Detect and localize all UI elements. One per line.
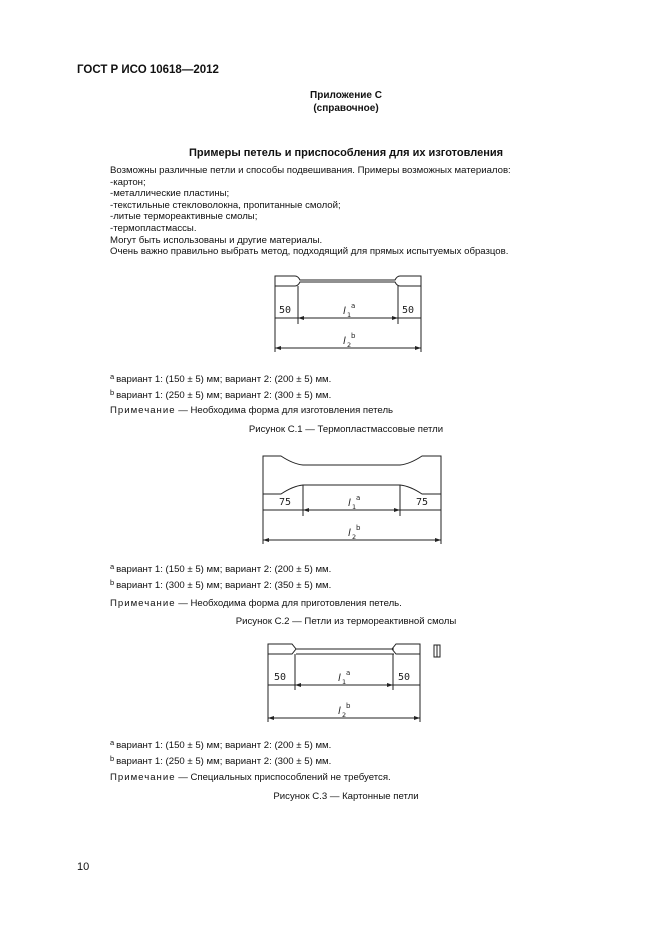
document-header: ГОСТ Р ИСО 10618—2012 bbox=[77, 64, 219, 76]
dim-l2-sub: 2 bbox=[352, 533, 357, 541]
note: Примечание — Специальных приспособлений не требуется. bbox=[110, 772, 391, 783]
dim-l1: l bbox=[348, 498, 351, 509]
dim-l2: l bbox=[343, 336, 346, 347]
footnote-b: $^b$ вариант 1: (250 ± 5) мм; вариант 2: (300 ± 5) мм. bbox=[110, 754, 332, 767]
dim-l1-sup: a bbox=[351, 302, 356, 310]
dim-l2-sub: 2 bbox=[347, 341, 352, 349]
dim-l2: l bbox=[338, 706, 341, 717]
footnote-b: $^b$ вариант 1: (300 ± 5) мм; вариант 2: (350 ± 5) мм. bbox=[110, 578, 332, 591]
intro-line: Могут быть использованы и другие материалы. bbox=[110, 234, 323, 246]
dim-left: 50 bbox=[274, 672, 287, 683]
annex-subtitle: (справочное) bbox=[313, 103, 379, 114]
dim-l1: l bbox=[338, 673, 341, 684]
figure-caption: Рисунок С.3 — Картонные петли bbox=[273, 791, 419, 802]
footnote-a: $^a$ вариант 1: (150 ± 5) мм; вариант 2: (200 ± 5) мм. bbox=[110, 372, 332, 385]
footnote-a: $^a$ вариант 1: (150 ± 5) мм; вариант 2: (200 ± 5) мм. bbox=[110, 738, 332, 751]
dim-l2-sup: b bbox=[351, 332, 356, 340]
page-number: 10 bbox=[77, 861, 90, 873]
dim-l2-sub: 2 bbox=[342, 711, 347, 719]
intro-line: -текстильные стекловолокна, пропитанные смолой; bbox=[110, 199, 341, 211]
dim-l2-sup: b bbox=[356, 524, 361, 532]
dim-right: 50 bbox=[402, 305, 415, 316]
dim-l1: l bbox=[343, 306, 346, 317]
dim-right: 75 bbox=[416, 497, 429, 508]
intro-line: -термопластмассы. bbox=[110, 222, 197, 234]
note: Примечание — Необходима форма для изготовления петель bbox=[110, 405, 394, 416]
dim-l1-sup: a bbox=[346, 669, 351, 677]
figure-c3-drawing bbox=[260, 640, 450, 725]
intro-line: -литые термореактивные смолы; bbox=[110, 211, 258, 223]
footnote-a: $^a$ вариант 1: (150 ± 5) мм; вариант 2: (200 ± 5) мм. bbox=[110, 562, 332, 575]
dim-l1-sub: 1 bbox=[352, 503, 357, 511]
dim-right: 50 bbox=[398, 672, 411, 683]
figure-caption: Рисунок С.1 — Термопластмассовые петли bbox=[248, 424, 444, 435]
intro-line: -картон; bbox=[110, 176, 146, 188]
section-title: Примеры петель и приспособления для их изготовления bbox=[188, 147, 504, 159]
figure-c1-drawing bbox=[265, 270, 435, 360]
dim-l2-sup: b bbox=[346, 702, 351, 710]
dim-left: 50 bbox=[279, 305, 292, 316]
note: Примечание — Необходима форма для приготовления петель. bbox=[110, 598, 402, 609]
footnote-b: $^b$ вариант 1: (250 ± 5) мм; вариант 2: (300 ± 5) мм. bbox=[110, 388, 332, 401]
intro-line: Очень важно правильно выбрать метод, подходящий для прямых испытуемых образцов. bbox=[110, 246, 509, 258]
dim-l2: l bbox=[348, 528, 351, 539]
dim-l1-sub: 1 bbox=[342, 678, 347, 686]
figure-c2-drawing bbox=[255, 450, 450, 550]
intro-line: -металлические пластины; bbox=[110, 188, 230, 200]
dim-l1-sup: a bbox=[356, 494, 361, 502]
intro-line: Возможны различные петли и способы подвешивания. Примеры возможных материалов: bbox=[110, 165, 511, 176]
figure-caption: Рисунок С.2 — Петли из термореактивной смолы bbox=[235, 616, 457, 627]
intro-text bbox=[110, 165, 511, 258]
dim-left: 75 bbox=[279, 497, 292, 508]
annex-title: Приложение С bbox=[310, 90, 382, 101]
dim-l1-sub: 1 bbox=[347, 311, 352, 319]
